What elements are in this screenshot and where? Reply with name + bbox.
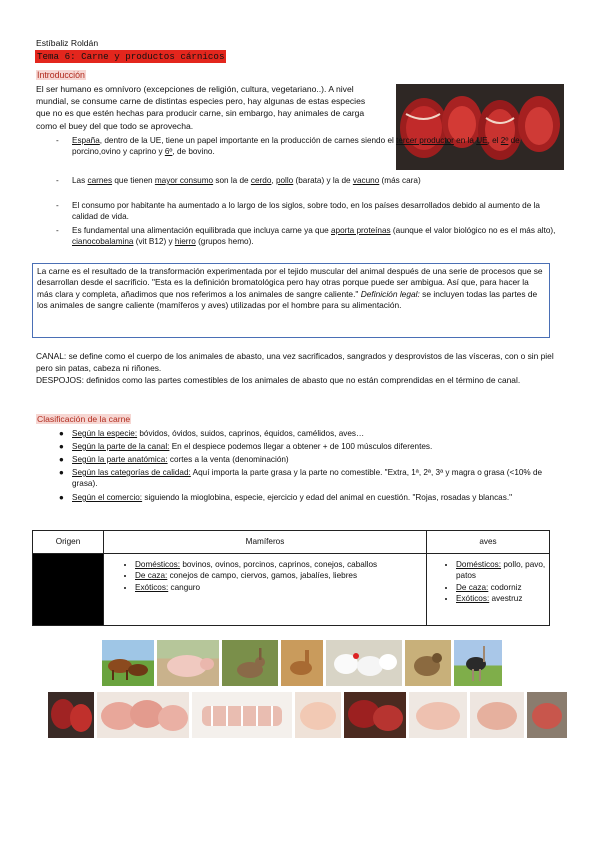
despojos-text: definidos como las partes comestibles de los animales de abasto que no están comprendidas en el término de canal. bbox=[83, 374, 521, 385]
header-origen: Origen bbox=[33, 531, 104, 554]
chickens-photo bbox=[326, 640, 402, 686]
intro-heading: Introducción bbox=[37, 70, 85, 80]
aves-exoticos: • Exóticos: avestruz bbox=[456, 593, 548, 604]
author-name: Estíbaliz Roldán bbox=[36, 38, 99, 48]
animal-photo-strip bbox=[102, 640, 600, 686]
aves-caza: • De caza: codorniz bbox=[456, 582, 548, 593]
cows-photo bbox=[102, 640, 154, 686]
lamb-ribs-photo bbox=[192, 692, 292, 738]
classification-item: ● Según la especie: bóvidos, óvidos, suidos, caprinos, équidos, camélidos, aves… bbox=[59, 429, 365, 438]
origin-cell bbox=[33, 554, 104, 626]
meat-origin-table bbox=[32, 530, 550, 626]
quail-photo bbox=[405, 640, 451, 686]
classification-heading: Clasificación de la carne bbox=[37, 414, 131, 424]
red-meat-photo bbox=[344, 692, 406, 738]
ostrich-photo bbox=[454, 640, 502, 686]
intro-paragraph: El ser humano es omnívoro (excepciones de religión, cultura, vegetariano..). A nivel mundial, se consume carne de distintas especies pero, hay algunas de estas especies que no es que estén hechas para producir carne, sin embargo, hay animales de carga como el buey del que todo se aprovecha. bbox=[36, 84, 366, 131]
topic-title: Tema 6: Carne y productos cárnicos bbox=[37, 51, 225, 62]
mamiferos-cell bbox=[104, 554, 427, 626]
intro-bullet-2: - Las carnes que tienen mayor consumo son la de cerdo, pollo (barata) y la de vacuno (más cara) bbox=[56, 176, 421, 185]
mamiferos-domesticos: • Domésticos: bovinos, ovinos, porcinos, caprinos, conejos, caballos bbox=[135, 559, 425, 570]
meat-photo-strip bbox=[48, 692, 558, 738]
legal-definition: Definición legal: se incluyen todas las partes de los animales de sangre caliente (mamíferos y aves) utilizadas por el hombre para su alimentación. bbox=[37, 288, 538, 310]
despojos-label: DESPOJOS: bbox=[36, 374, 84, 385]
aves-cell bbox=[427, 554, 550, 626]
chicken-parts-photo bbox=[295, 692, 341, 738]
aves-domesticos: • Domésticos: pollo, pavo, patos bbox=[456, 559, 548, 582]
turkey-photo bbox=[409, 692, 467, 738]
mamiferos-exoticos: • Exóticos: canguro bbox=[135, 582, 425, 593]
classification-item: ● Según la parte anatómica: cortes a la venta (denominación) bbox=[59, 455, 289, 464]
deer-photo bbox=[281, 640, 323, 686]
header-mamiferos: Mamíferos bbox=[104, 531, 427, 554]
intro-bullet-3: - El consumo por habitante ha aumentado a lo largo de los siglos, sobre todo, en los países desarrollados debido al aumento de la calidad de vida. bbox=[56, 201, 540, 222]
intro-bullet-4: - Es fundamental una alimentación equilibrada que incluya carne ya que aporta proteínas (aunque el valor biológico no es el más alto), cianocobalamina (vit B12) y hierro (grupos hemo). bbox=[56, 226, 556, 247]
classification-item: ● Según la parte de la canal: En el despiece podemos llegar a obtener + de 100 músculos diferentes. bbox=[59, 442, 433, 451]
roast-poultry-photo bbox=[470, 692, 524, 738]
canal-text: se define como el cuerpo de los animales de abasto, una vez sacrificados, sangrados y desprovistos de las vísceras, con o sin piel pero sin patas, cabeza ni riñones. bbox=[36, 351, 554, 373]
pig-photo bbox=[157, 640, 219, 686]
rabbit-photo bbox=[222, 640, 278, 686]
raw-cuts-photo bbox=[527, 692, 567, 738]
classification-item: ● Según el comercio: siguiendo la mioglobina, especie, ejercicio y edad del animal en cuestión. "Rojas, rosadas y blancas." bbox=[59, 493, 513, 502]
mamiferos-caza: • De caza: conejos de campo, ciervos, gamos, jabalíes, liebres bbox=[135, 570, 425, 581]
canal-section bbox=[36, 351, 556, 387]
pork-chops-photo bbox=[97, 692, 189, 738]
definition-text: La carne es el resultado de la transformación experimentada por el tejido muscular del animal después de una serie de procesos que se desarrollan desde el sacrificio. "Esta es la definición bromatológica pero hay otras porque puede ser ambigua. Así que, para hacer la más clara y completa, añadimos que nos referimos a los animales de sangre caliente." bbox=[37, 266, 543, 299]
canal-label: CANAL: bbox=[36, 351, 67, 361]
intro-bullet-1: - España, dentro de la UE, tiene un papel importante en la producción de carnes siendo el tercer productor en la UE, el 2º de porcino,ovino y caprino y 6º, de bovino. bbox=[56, 136, 520, 157]
classification-item: ● Según las categorías de calidad: Aquí importa la parte grasa y la parte no comestible. "Extra, 1ª, 2ª, 3ª y magra o grasa (<10% de grasa). bbox=[59, 468, 543, 489]
definition-box bbox=[32, 263, 550, 338]
header-aves: aves bbox=[427, 531, 550, 554]
beef-cuts-photo bbox=[48, 692, 94, 738]
